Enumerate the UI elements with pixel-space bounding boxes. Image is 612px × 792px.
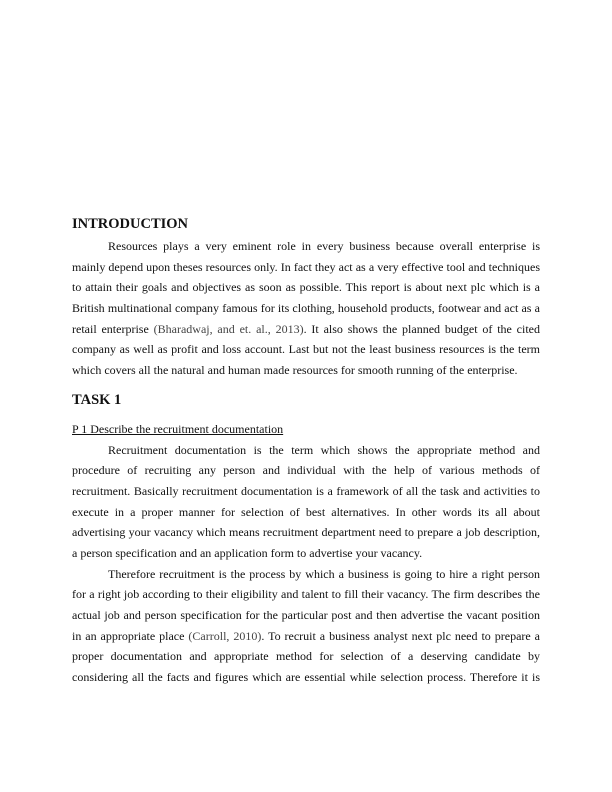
text-line: recruitment. Basically recruitment documentation is a framework of all the task and activities to: [72, 483, 540, 498]
text-line: to attain their goals and objectives as soon as possible. This report is about next plc which is a: [72, 280, 540, 295]
recruitment-paragraph-2: [72, 564, 540, 688]
text-line: execute in a proper manner for selection of best alternatives. In other words its all about: [72, 504, 540, 519]
text-line: in an appropriate place (Carroll, 2010). To recruit a business analyst next plc need to prepare a: [72, 628, 540, 643]
text-line: Therefore recruitment is the process by which a business is going to hire a right person: [108, 566, 540, 581]
citation: (Bharadwaj, and et. al., 2013): [153, 321, 304, 336]
text-line: company as well as profit and loss account. Last but not the least business resources is the term: [72, 342, 540, 357]
text-line: actual job and person specification for the particular post and then advertise the vacant position: [72, 608, 540, 622]
text-line: which covers all the natural and human made resources for smooth running of the enterprise.: [72, 363, 518, 378]
text-line: advertising your vacancy which means recruitment department need to prepare a job description,: [72, 525, 540, 540]
text-line: procedure of recruiting any person and individual with the help of various methods of: [72, 463, 540, 478]
document-page: [72, 214, 540, 688]
text-line: proper documentation and appropriate method for selection of a deserving candidate by: [72, 649, 540, 664]
recruitment-paragraph-1: [72, 440, 540, 564]
introduction-paragraph: [72, 236, 540, 381]
text-line: considering all the facts and figures which are essential while selection process. Therefore it is: [72, 670, 540, 685]
text-line: British multinational company famous for its clothing, household products, footwear and act as a: [72, 301, 540, 316]
text-line: for a right job according to their eligibility and talent to fill their vacancy. The firm describes the: [72, 587, 540, 602]
citation: (Carroll, 2010): [188, 628, 262, 643]
task1-heading: TASK 1: [72, 391, 122, 408]
p1-subheading: P 1 Describe the recruitment documentation: [72, 421, 284, 436]
text-line: Resources plays a very eminent role in every business because overall enterprise is: [108, 239, 540, 253]
text-line: a person specification and an application form to advertise your vacancy.: [72, 545, 423, 560]
text-line: mainly depend upon theses resources only. In fact they act as a very effective tool and techniques: [72, 259, 540, 274]
text-line: Recruitment documentation is the term which shows the appropriate method and: [108, 442, 540, 457]
introduction-heading: INTRODUCTION: [72, 216, 189, 232]
text-line: retail enterprise (Bharadwaj, and et. al., 2013). It also shows the planned budget of the cited: [72, 321, 540, 336]
